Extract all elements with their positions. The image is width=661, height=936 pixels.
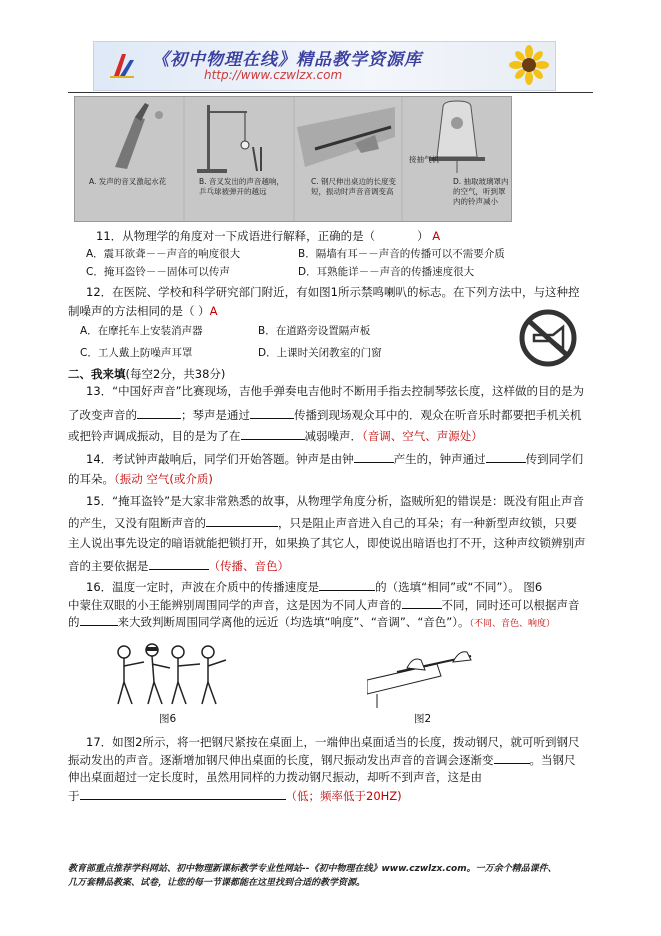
no-horn-sign-icon xyxy=(519,309,577,367)
section2-heading xyxy=(68,367,225,381)
q14-line1 xyxy=(86,451,583,466)
q11-answer: A xyxy=(432,229,441,243)
q11-option-c: C．掩耳盗铃－－固体可以传声 xyxy=(86,266,230,278)
ruler-hand-icon xyxy=(295,97,401,177)
q16-l1b: 的（选填“相同”或“不同”）。 图6 xyxy=(375,580,543,594)
bell-jar-icon xyxy=(403,97,511,177)
q16-l1a: 16．温度一定时，声波在介质中的传播速度是 xyxy=(86,580,320,594)
header-rule xyxy=(68,92,593,93)
photo-panel-b xyxy=(185,97,293,221)
photo-caption-c: C. 钢尺伸出桌边的长度变短，振动时声音音调变高 xyxy=(311,177,397,196)
footer xyxy=(68,862,557,890)
q15-line1: 15．“掩耳盗铃”是大家非常熟悉的故事，从物理学角度分析，盗贼所犯的错误是：既没有阻止声音 xyxy=(86,494,585,508)
q14-l1c: 传到同学们 xyxy=(525,452,584,466)
q16-answer: （不同、音色、响度） xyxy=(469,619,556,629)
q15-line2 xyxy=(68,515,577,530)
q13-blank-1[interactable] xyxy=(137,407,181,419)
q15-l2a: 的产生，又没有阻断声音的 xyxy=(68,516,206,530)
q16-blank-2[interactable] xyxy=(402,597,442,609)
stand-ball-icon xyxy=(185,97,293,177)
q14-line2 xyxy=(68,472,213,486)
q13-l3b: 减弱噪声． xyxy=(304,429,362,443)
q12-option-a: A．在摩托车上安装消声器 xyxy=(80,325,203,337)
photo-caption-b: B. 音叉发出的声音越响，乒乓球被弹开的越远 xyxy=(199,177,284,196)
pump-label: 接抽气机 xyxy=(409,155,439,164)
photo-caption-a: A. 发声的音叉激起水花 xyxy=(89,177,167,186)
q15-answer: （传播、音色） xyxy=(208,559,289,573)
q13-l2a: 了改变声音的 xyxy=(68,408,137,422)
q13-l3a: 或把铃声调成振动，目的是为了在 xyxy=(68,429,241,443)
q13-l2b: ；琴声是通过 xyxy=(181,408,250,422)
q11-stem-end: ） xyxy=(417,229,429,243)
q16-l3a: 的 xyxy=(68,615,80,629)
banner-url: http://www.czwlzx.com xyxy=(204,68,343,82)
q12-option-d: D．上课时关闭教室的门窗 xyxy=(258,347,382,359)
q12-option-b: B．在道路旁设置隔声板 xyxy=(258,325,371,337)
q12-answer: A xyxy=(209,304,218,318)
q15-line3: 主人说出事先设定的暗语就能把锁打开，如果换了其它人，即使说出暗语也打不开，这种声纹锁辨别声 xyxy=(68,536,586,550)
footer-line2: 几万套精品教案、试卷，让您的每一节课都能在这里找到合适的教学资源。 xyxy=(68,878,366,888)
q17-blank-2[interactable] xyxy=(80,788,286,800)
q11-option-b: B．隔墙有耳－－声音的传播可以不需要介质 xyxy=(298,248,505,260)
q13-line2 xyxy=(68,407,582,422)
photo-panel-d xyxy=(403,97,511,221)
header-banner xyxy=(93,41,556,91)
q16-line2 xyxy=(68,597,580,612)
q12-line1: 12．在医院、学校和科学研究部门附近，有如图1所示禁鸣喇叭的标志。在下列方法中，与这种控 xyxy=(86,285,580,299)
q16-l2b: 不同，同时还可以根据声音 xyxy=(441,598,580,612)
q17-line3: 伸出桌面超过一定长度时，虽然用同样的力拨动钢尺振动，却听不到声音，这是由 xyxy=(68,770,482,784)
q13-answer: （音调、空气、声源处） xyxy=(362,429,483,443)
q14-blank-1[interactable] xyxy=(354,451,394,463)
q15-blank-1[interactable] xyxy=(206,515,278,527)
q14-answer: （振动 空气(或介质) xyxy=(114,472,213,486)
q15-blank-2[interactable] xyxy=(149,558,209,570)
ruler-on-table-figure xyxy=(367,646,479,710)
q16-line3 xyxy=(68,614,555,631)
q14-blank-2[interactable] xyxy=(486,451,526,463)
q17-line4 xyxy=(68,788,402,803)
q11-option-a: A．震耳欲聋－－声音的响度很大 xyxy=(86,248,241,260)
q16-l3b: 来大致判断周围同学离他的远近（均选填“响度”、“音调”、“音色”）。 xyxy=(117,615,470,629)
sunflower-icon xyxy=(509,45,549,85)
experiment-photo xyxy=(74,96,512,222)
children-game-figure xyxy=(104,638,234,710)
photo-panel-a xyxy=(75,97,183,221)
photo-panel-c xyxy=(295,97,401,221)
q13-l2c: 传播到现场观众耳中的．观众在听音乐时都要把手机关机 xyxy=(294,408,582,422)
q15-l2b: ，只是阻止声音进入自己的耳朵；有一种新型声纹锁，只要 xyxy=(278,516,577,530)
q12-line2 xyxy=(68,304,218,318)
q12-line2-text: 制噪声的方法相同的是（ ） xyxy=(68,304,210,318)
q15-l4a: 音的主要依据是 xyxy=(68,559,149,573)
q11-stem xyxy=(96,229,440,243)
site-logo-icon xyxy=(108,50,138,80)
q15-line4 xyxy=(68,558,289,573)
figure-6-caption: 图6 xyxy=(159,713,177,725)
q17-l2b: 。当钢尺 xyxy=(529,753,576,767)
q17-l4a: 于 xyxy=(68,789,80,803)
tuning-fork-icon xyxy=(75,97,183,177)
q16-line1 xyxy=(86,579,542,594)
q17-l2a: 振动发出的声音。逐渐增加钢尺伸出桌面的长度，钢尺振动发出声音的音调会逐渐变 xyxy=(68,753,494,767)
q14-l1b: 产生的，钟声通过 xyxy=(393,452,486,466)
q16-l2a: 中蒙住双眼的小王能辨别周围同学的声音，这是因为不同人声音的 xyxy=(68,598,402,612)
section2-title: 二、我来填 xyxy=(68,367,126,381)
q17-line1: 17．如图2所示，将一把钢尺紧按在桌面上，一端伸出桌面适当的长度，拨动钢尺，就可听到钢尺 xyxy=(86,735,580,749)
q17-line2 xyxy=(68,752,576,767)
q13-blank-2[interactable] xyxy=(250,407,294,419)
banner-title: 《初中物理在线》精品教学资源库 xyxy=(152,50,422,70)
q16-blank-3[interactable] xyxy=(80,614,118,626)
q13-blank-3[interactable] xyxy=(241,428,305,440)
q17-blank-1[interactable] xyxy=(494,752,530,764)
q16-blank-1[interactable] xyxy=(319,579,375,591)
q13-line3 xyxy=(68,428,483,443)
q14-l1a: 14．考试钟声敲响后，同学们开始答题。钟声是由钟 xyxy=(86,452,354,466)
figure-2-caption: 图2 xyxy=(414,713,432,725)
photo-caption-d: D. 抽取玻璃罩内的空气，听到罩内的铃声减小 xyxy=(453,177,509,206)
q11-option-d: D．耳熟能详－－声音的传播速度很大 xyxy=(298,266,475,278)
footer-line1: 教育部重点推荐学科网站、初中物理新课标教学专业性网站--《初中物理在线》www.czwlzx.com。一万余个精品课件、 xyxy=(68,864,557,874)
section2-note: (每空2分，共38分) xyxy=(125,367,226,381)
q12-option-c: C．工人戴上防噪声耳罩 xyxy=(80,347,193,359)
q14-l2: 的耳朵。 xyxy=(68,472,114,486)
q17-answer: （低；频率低于20HZ) xyxy=(285,789,402,803)
q13-line1: 13．“中国好声音”比赛现场，吉他手弹奏电吉他时不断用手指去控制琴弦长度，这样做的目的是为 xyxy=(86,384,585,398)
q11-stem-text: 11．从物理学的角度对一下成语进行解释，正确的是（ xyxy=(96,229,376,243)
